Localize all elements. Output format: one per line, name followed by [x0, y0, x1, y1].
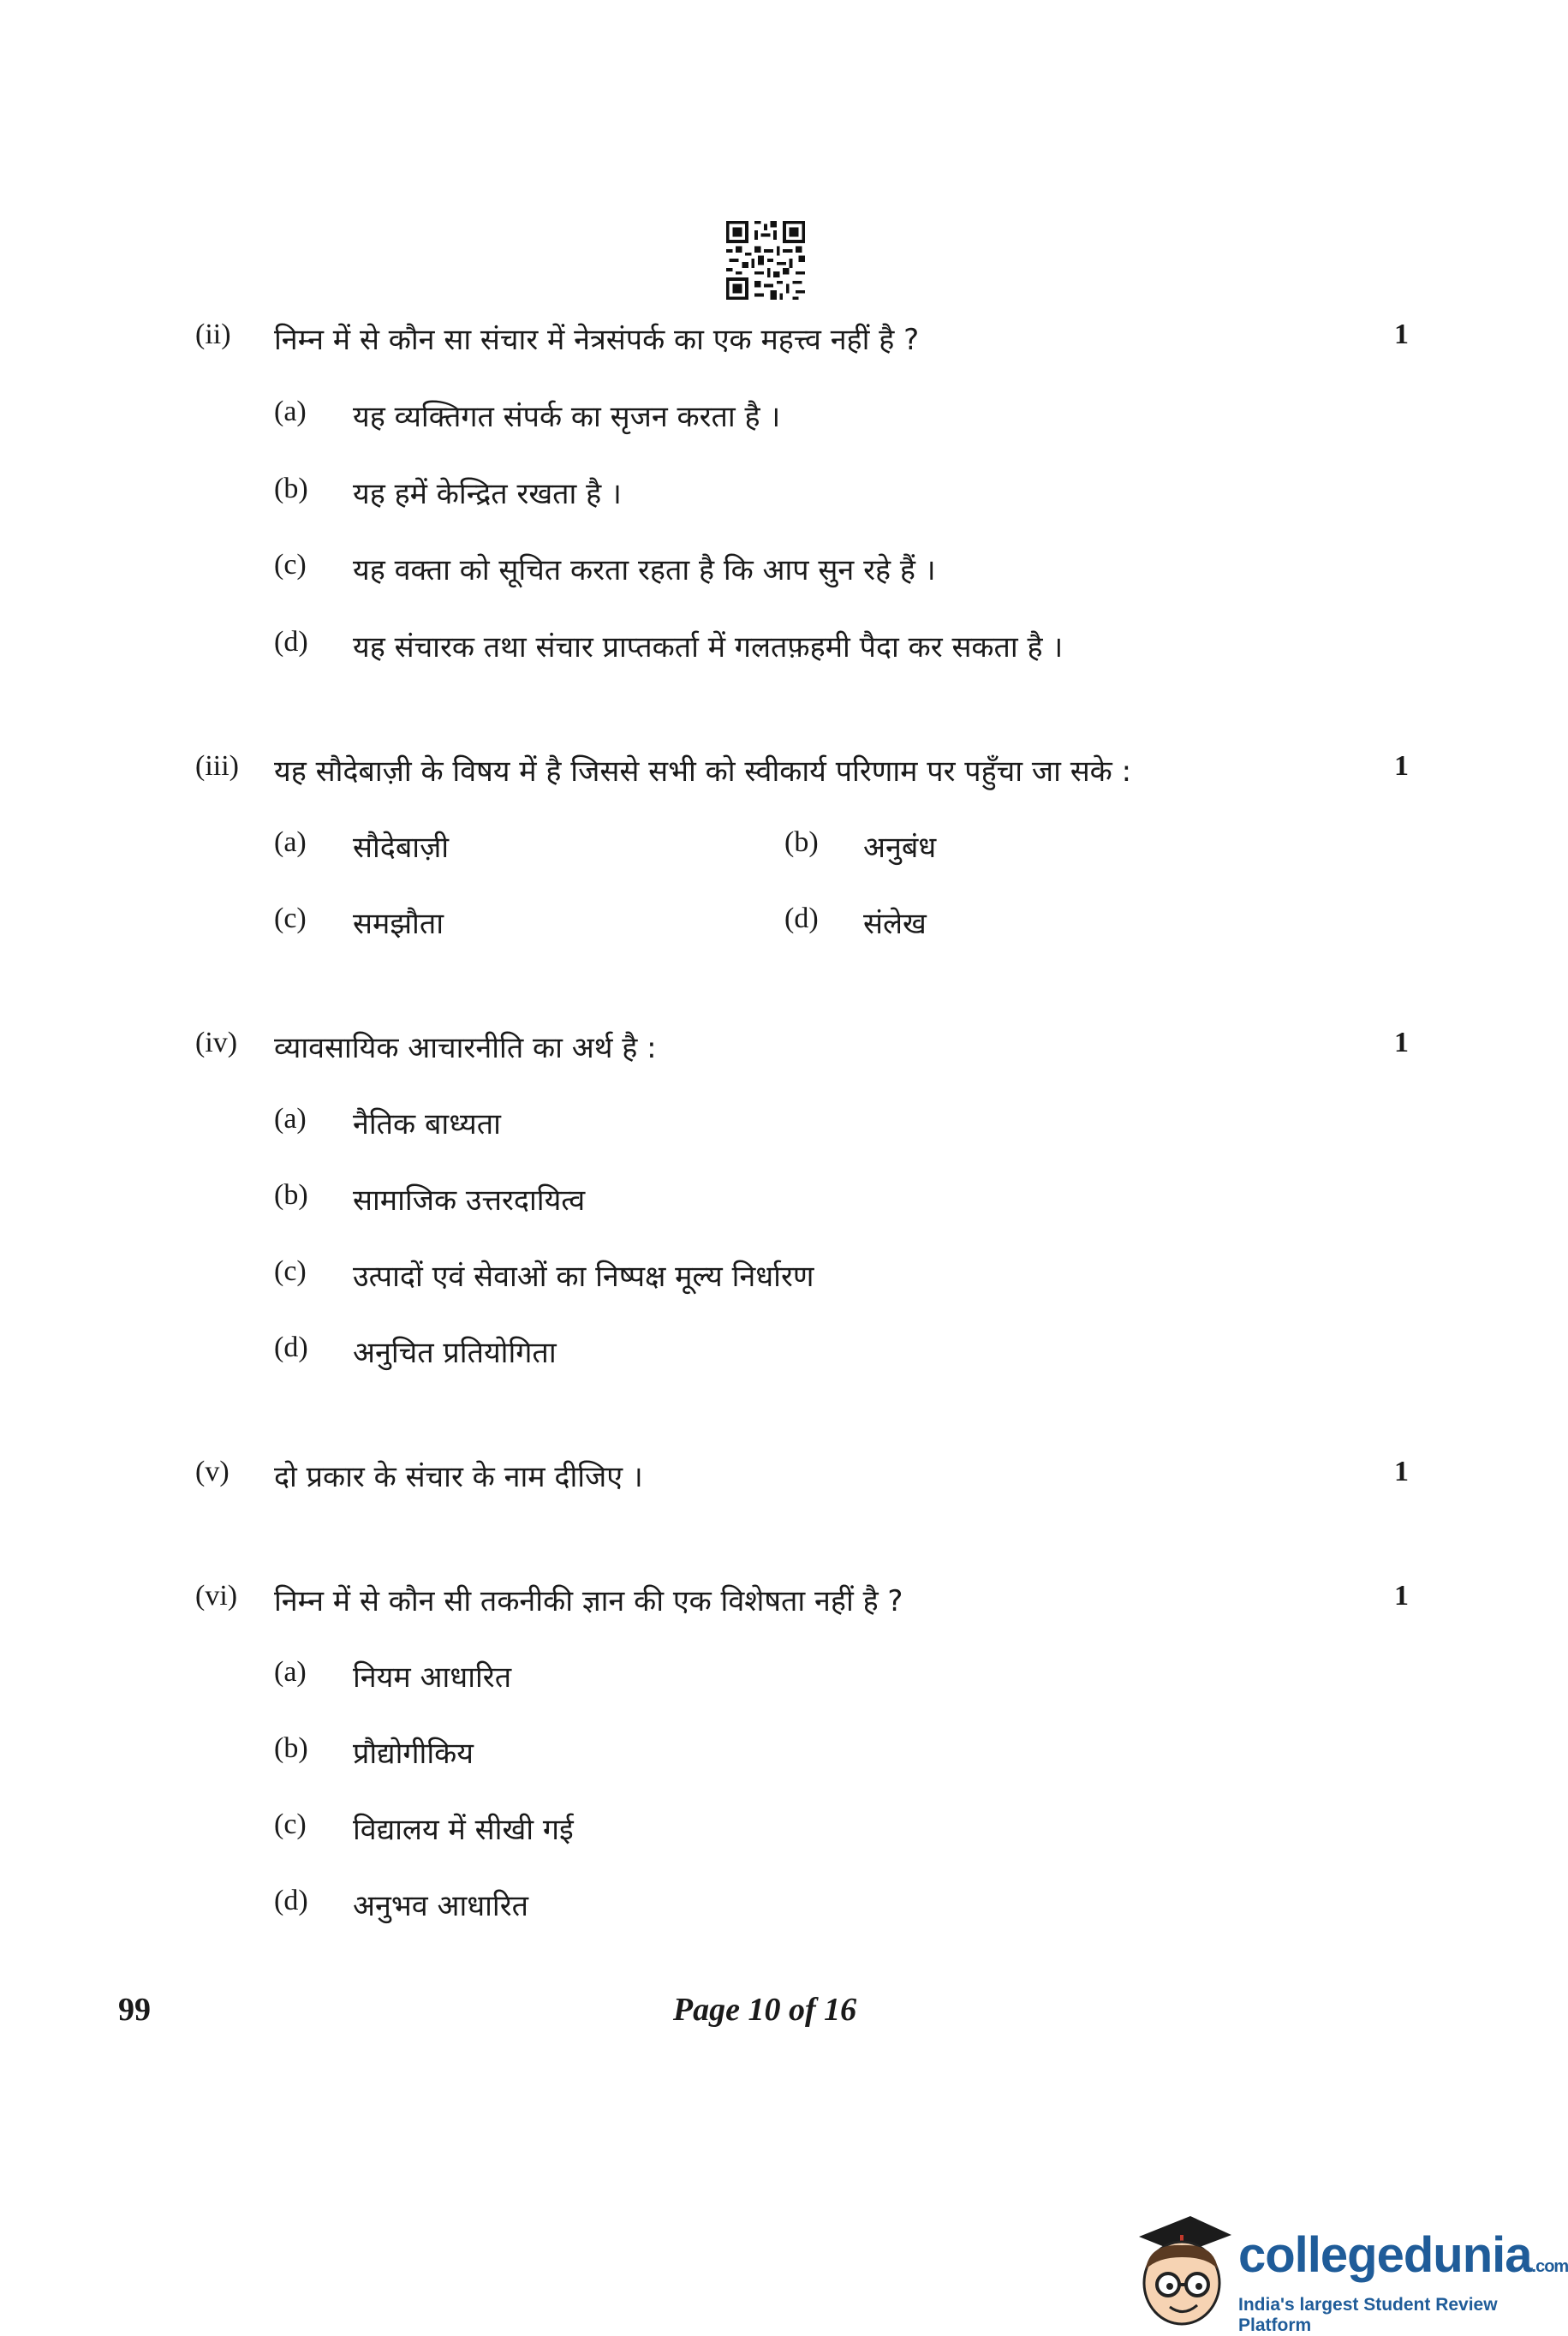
question-number: (ii)	[195, 319, 231, 350]
paper-code: 99	[118, 1992, 151, 2028]
question-marks: 1	[1394, 1456, 1409, 1487]
question-marks: 1	[1394, 319, 1409, 350]
question-marks: 1	[1394, 750, 1409, 782]
question-text: व्यावसायिक आचारनीति का अर्थ है :	[274, 1031, 657, 1065]
question-number: (iii)	[195, 750, 239, 782]
question-number: (v)	[195, 1456, 230, 1487]
question-marks: 1	[1394, 1027, 1409, 1058]
question-text: निम्न में से कौन सी तकनीकी ज्ञान की एक विशेषता नहीं है ?	[274, 1584, 903, 1618]
question-marks: 1	[1394, 1580, 1409, 1612]
page-number: Page 10 of 16	[672, 1992, 857, 2028]
question-text: यह सौदेबाज़ी के विषय में है जिससे सभी को स्वीकार्य परिणाम पर पहुँचा जा सके :	[274, 754, 1132, 789]
question-number: (vi)	[195, 1580, 238, 1612]
question-text: दो प्रकार के संचार के नाम दीजिए ।	[274, 1460, 643, 1494]
question-number: (iv)	[195, 1027, 238, 1058]
brand-logo	[1130, 2209, 1568, 2335]
question-text: निम्न में से कौन सा संचार में नेत्रसंपर्क का एक महत्त्व नहीं है ?	[274, 323, 920, 357]
brand-name: collegedunia.com	[1238, 2227, 1568, 2283]
qr-code-icon	[726, 221, 805, 300]
brand-tagline: India's largest Student Review Platform	[1238, 2295, 1498, 2335]
mascot-icon	[1130, 2209, 1233, 2334]
